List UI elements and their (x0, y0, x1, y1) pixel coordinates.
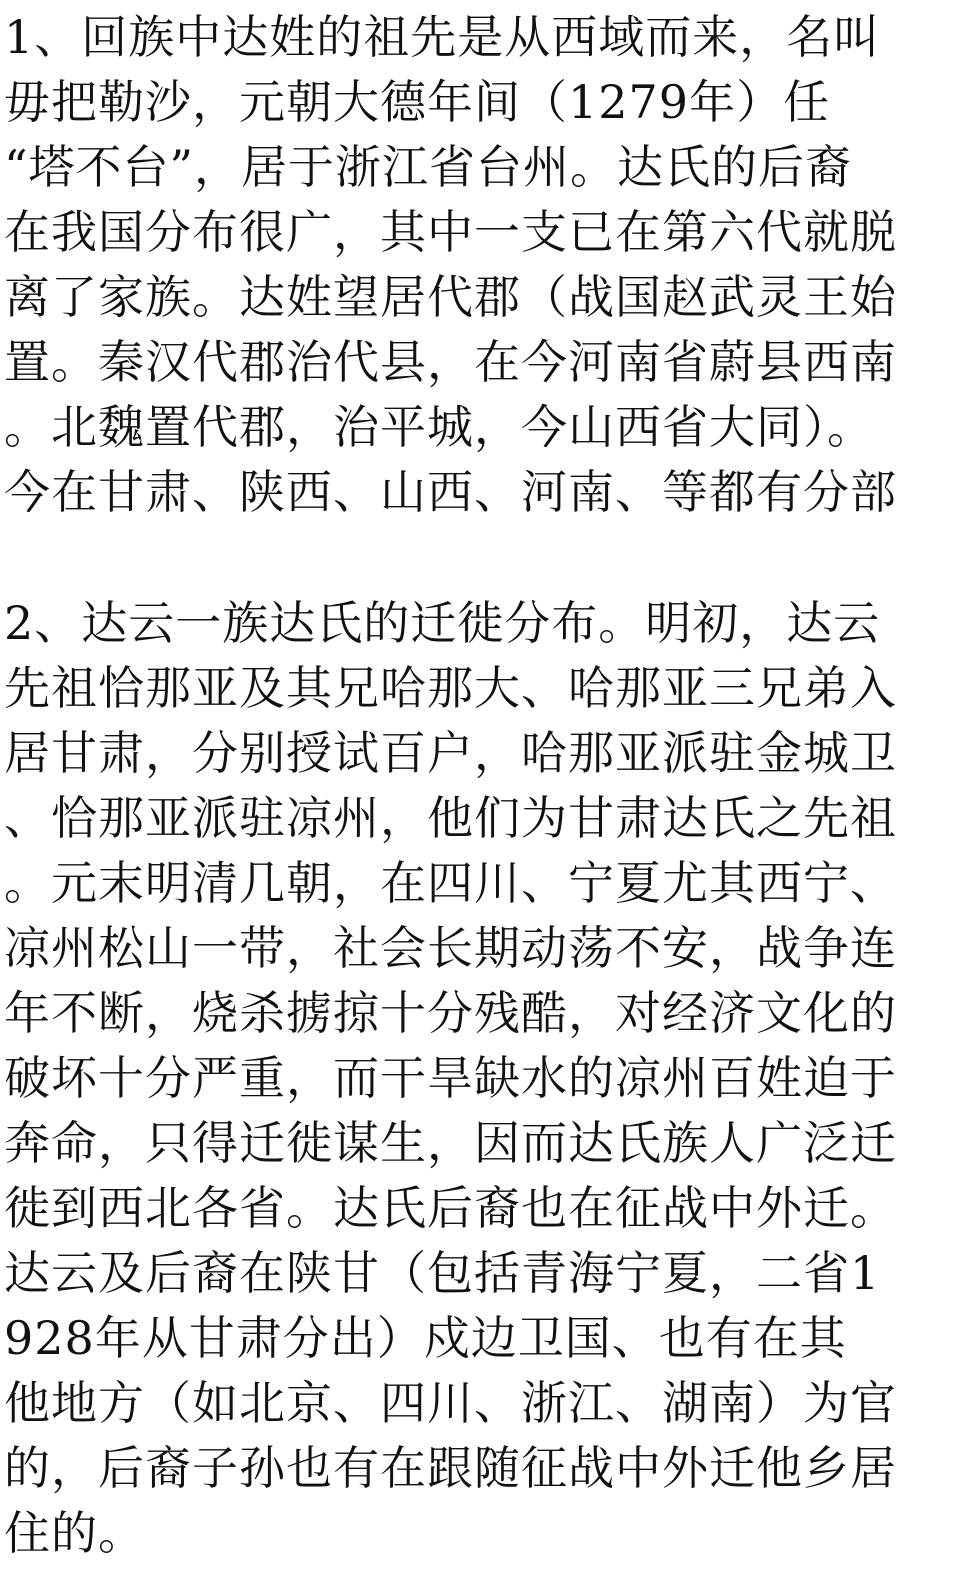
text-line: 2、达云一族达氏的迁徙分布。明初，达云 (4, 596, 881, 650)
text-line: 凉州松山一带，社会长期动荡不安，战争连 (4, 921, 897, 975)
text-line: 居甘肃，分别授试百户，哈那亚派驻金城卫 (4, 726, 897, 780)
text-line: 达云及后裔在陕甘（包括青海宁夏，二省1 (4, 1246, 881, 1300)
text-line: 。北魏置代郡，治平城，今山西省大同）。 (4, 400, 874, 454)
text-line: 先祖恰那亚及其兄哈那大、哈那亚三兄弟入 (4, 661, 897, 715)
text-line: 毋把勒沙，元朝大德年间（1279年）任 (4, 75, 831, 129)
text-line: 徙到西北各省。达氏后裔也在征战中外迁。 (4, 1181, 897, 1235)
text-line: 今在甘肃、陕西、山西、河南、等都有分部 (4, 465, 897, 519)
text-line: 、恰那亚派驻凉州，他们为甘肃达氏之先祖 (4, 791, 897, 845)
text-line: 的，后裔子孙也有在跟随征战中外迁他乡居 (4, 1441, 897, 1495)
text-line: 928年从甘肃分出）戍边卫国、也有在其 (4, 1311, 847, 1365)
text-line: 1、回族中达姓的祖先是从西域而来，名叫 (4, 10, 881, 64)
text-line: 奔命，只得迁徙谋生，因而达氏族人广泛迁 (4, 1116, 897, 1170)
text-line: “塔不台”，居于浙江省台州。达氏的后裔 (4, 140, 853, 194)
text-line: 置。秦汉代郡治代县，在今河南省蔚县西南 (4, 335, 897, 389)
text-line: 住的。 (4, 1506, 145, 1560)
text-line: 年不断，烧杀掳掠十分残酷，对经济文化的 (4, 986, 897, 1040)
text-line: 离了家族。达姓望居代郡（战国赵武灵王始 (4, 270, 897, 324)
text-line: 。元末明清几朝，在四川、宁夏尤其西宁、 (4, 856, 897, 910)
text-line: 他地方（如北京、四川、浙江、湖南）为官 (4, 1376, 897, 1430)
text-line: 破坏十分严重，而干旱缺水的凉州百姓迫于 (4, 1051, 897, 1105)
text-line: 在我国分布很广，其中一支已在第六代就脱 (4, 205, 897, 259)
